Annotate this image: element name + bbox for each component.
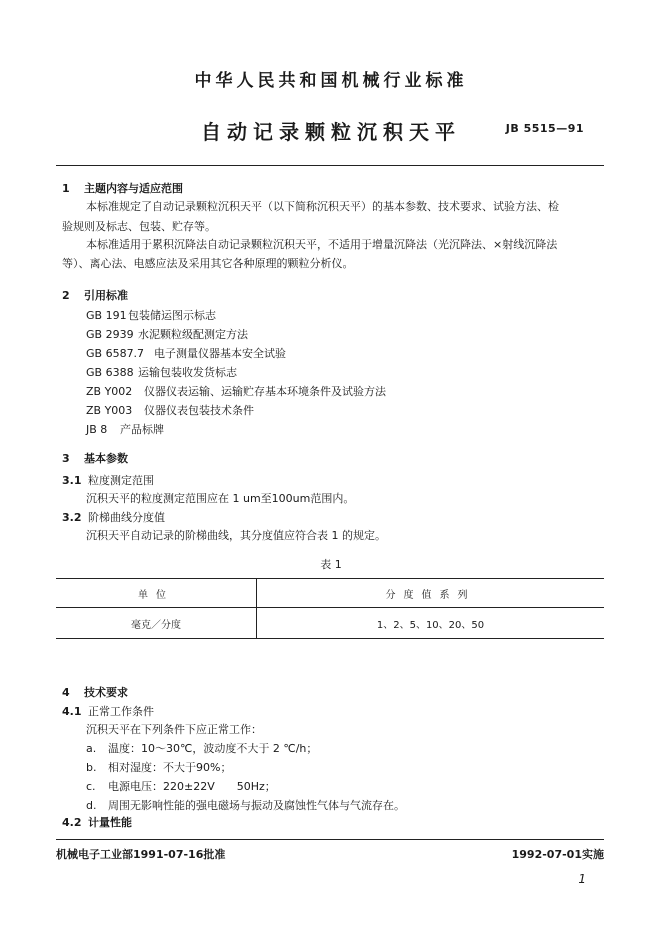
section-title: 主题内容与适应范围 — [84, 182, 183, 195]
subsection-4-2-heading — [62, 816, 132, 830]
footer-divider — [56, 839, 604, 840]
reference-name: 包装储运图示标志 — [128, 309, 216, 322]
section-title: 技术要求 — [84, 686, 128, 699]
reference-name: 电子测量仪器基本安全试验 — [154, 347, 286, 360]
list-item — [86, 742, 317, 756]
section-3-heading — [62, 450, 128, 466]
subsection-3-2-text: 沉积天平自动记录的阶梯曲线，其分度值应符合表 1 的规定。 — [86, 529, 386, 542]
reference-name: 仪器仪表包装技术条件 — [144, 404, 254, 417]
section-1-para-1-line-2: 验规则及标志、包装、贮存等。 — [62, 220, 216, 233]
subsection-number: 4.2 — [62, 816, 82, 829]
reference-item — [86, 364, 237, 380]
header-divider — [56, 165, 604, 166]
table-header-row — [56, 579, 604, 608]
section-number: 3 — [62, 452, 70, 465]
section-title: 基本参数 — [84, 452, 128, 465]
reference-code: GB 2939 — [86, 328, 134, 341]
reference-name: 产品标牌 — [120, 423, 164, 436]
section-2-heading — [62, 287, 128, 303]
reference-name: 水泥颗粒级配测定方法 — [138, 328, 248, 341]
reference-code: GB 6587.7 — [86, 347, 145, 360]
reference-item — [86, 421, 164, 437]
reference-code: JB 8 — [86, 423, 108, 436]
table-cell-unit: 毫克／分度 — [56, 608, 257, 639]
reference-code: ZB Y003 — [86, 404, 133, 417]
reference-name: 仪器仪表运输、运输贮存基本环境条件及试验方法 — [144, 385, 386, 398]
subsection-title: 粒度测定范围 — [88, 474, 154, 487]
effective-date: 1992-07-01实施 — [511, 848, 604, 861]
list-item-text: 电源电压：220±22V 50Hz； — [108, 780, 276, 793]
list-item — [86, 780, 276, 794]
subsection-4-1-heading — [62, 705, 154, 719]
subsection-title: 阶梯曲线分度值 — [88, 511, 165, 524]
list-item — [86, 761, 231, 775]
reference-item — [86, 383, 386, 399]
reference-code: GB 6388 — [86, 366, 134, 379]
table-1 — [56, 578, 604, 639]
subsection-number: 4.1 — [62, 705, 82, 718]
subsection-number: 3.1 — [62, 474, 82, 487]
document-title: 自动记录颗粒沉积天平 — [201, 120, 461, 144]
section-4-heading — [62, 684, 128, 700]
list-item-label: b. — [86, 761, 97, 774]
reference-code: GB 191 — [86, 309, 127, 322]
list-item-label: a. — [86, 742, 97, 755]
table-row — [56, 608, 604, 639]
list-item-text: 温度：10～30℃，波动度不大于 2 ℃/h； — [108, 742, 318, 755]
section-1-para-2-line-1: 本标准适用于累积沉降法自动记录颗粒沉积天平，不适用于增量沉降法（光沉降法、×射线沉降法 — [86, 238, 558, 251]
reference-item — [86, 307, 216, 323]
section-1-heading — [62, 180, 183, 196]
section-number: 1 — [62, 182, 70, 195]
reference-name: 运输包装收发货标志 — [138, 366, 237, 379]
subsection-3-2-heading — [62, 511, 165, 525]
section-number: 4 — [62, 686, 70, 699]
page-number: 1 — [578, 872, 586, 886]
subsection-3-1-heading — [62, 474, 154, 488]
table-header-values: 分度值系列 — [257, 579, 605, 608]
table-caption: 表 1 — [320, 558, 342, 571]
standard-number: JB 5515—91 — [505, 122, 584, 135]
section-1-para-2-line-2: 等）、离心法、电感应法及采用其它各种原理的颗粒分析仪。 — [62, 257, 354, 270]
reference-item — [86, 402, 254, 418]
subsection-3-1-text: 沉积天平的粒度测定范围应在 1 um至100um范围内。 — [86, 492, 355, 505]
approval-date: 机械电子工业部1991-07-16批准 — [56, 848, 226, 861]
table-cell-values: 1、2、5、10、20、50 — [257, 608, 605, 639]
reference-item — [86, 345, 286, 361]
subsection-title: 计量性能 — [88, 816, 132, 829]
reference-item — [86, 326, 248, 342]
list-item-label: d. — [86, 799, 97, 812]
subsection-4-1-intro: 沉积天平在下列条件下应正常工作： — [86, 723, 262, 736]
section-number: 2 — [62, 289, 70, 302]
table-header-unit: 单位 — [56, 579, 257, 608]
list-item — [86, 799, 405, 813]
list-item-label: c. — [86, 780, 96, 793]
section-title: 引用标准 — [84, 289, 128, 302]
subsection-number: 3.2 — [62, 511, 82, 524]
reference-code: ZB Y002 — [86, 385, 133, 398]
subsection-title: 正常工作条件 — [88, 705, 154, 718]
list-item-text: 周围无影响性能的强电磁场与振动及腐蚀性气体与气流存在。 — [108, 799, 405, 812]
section-1-para-1-line-1: 本标准规定了自动记录颗粒沉积天平（以下简称沉积天平）的基本参数、技术要求、试验方法、检 — [86, 200, 559, 213]
list-item-text: 相对湿度：不大于90%； — [108, 761, 232, 774]
standard-body-heading: 中华人民共和国机械行业标准 — [194, 71, 468, 91]
